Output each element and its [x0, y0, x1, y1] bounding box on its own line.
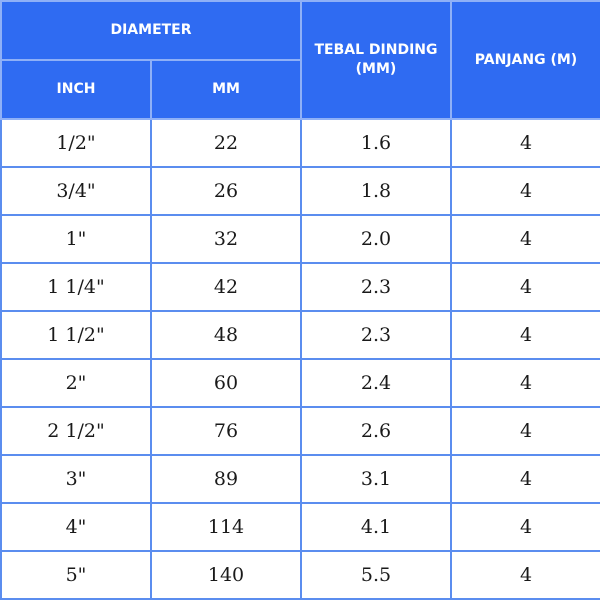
table-row — [1, 311, 600, 359]
table-body — [1, 119, 600, 599]
cell-length: 4 — [451, 359, 600, 407]
cell-inch: 5" — [1, 551, 151, 599]
cell-mm: 42 — [151, 263, 301, 311]
cell-thickness: 2.3 — [301, 263, 451, 311]
cell-thickness: 2.3 — [301, 311, 451, 359]
cell-inch: 1 1/2" — [1, 311, 151, 359]
cell-thickness: 2.4 — [301, 359, 451, 407]
cell-mm: 114 — [151, 503, 301, 551]
table-row — [1, 503, 600, 551]
cell-mm: 26 — [151, 167, 301, 215]
table-row — [1, 455, 600, 503]
cell-thickness: 2.0 — [301, 215, 451, 263]
cell-mm: 76 — [151, 407, 301, 455]
cell-mm: 22 — [151, 119, 301, 167]
cell-length: 4 — [451, 119, 600, 167]
cell-thickness: 5.5 — [301, 551, 451, 599]
cell-length: 4 — [451, 503, 600, 551]
header-inch: INCH — [1, 60, 151, 119]
cell-thickness: 4.1 — [301, 503, 451, 551]
header-wall-thickness: TEBAL DINDING (MM) — [301, 1, 451, 119]
cell-length: 4 — [451, 551, 600, 599]
cell-mm: 60 — [151, 359, 301, 407]
cell-length: 4 — [451, 167, 600, 215]
table-row — [1, 167, 600, 215]
cell-mm: 48 — [151, 311, 301, 359]
cell-inch: 1" — [1, 215, 151, 263]
table-header — [1, 1, 600, 119]
cell-inch: 1/2" — [1, 119, 151, 167]
table-row — [1, 119, 600, 167]
cell-inch: 2 1/2" — [1, 407, 151, 455]
cell-mm: 140 — [151, 551, 301, 599]
header-length: PANJANG (M) — [451, 1, 600, 119]
cell-length: 4 — [451, 407, 600, 455]
header-diameter: DIAMETER — [1, 1, 301, 60]
cell-length: 4 — [451, 311, 600, 359]
cell-inch: 4" — [1, 503, 151, 551]
cell-length: 4 — [451, 215, 600, 263]
cell-inch: 1 1/4" — [1, 263, 151, 311]
cell-thickness: 1.6 — [301, 119, 451, 167]
table-row — [1, 215, 600, 263]
table-row — [1, 263, 600, 311]
table-row — [1, 359, 600, 407]
cell-inch: 2" — [1, 359, 151, 407]
cell-mm: 89 — [151, 455, 301, 503]
cell-thickness: 2.6 — [301, 407, 451, 455]
cell-mm: 32 — [151, 215, 301, 263]
table-row — [1, 407, 600, 455]
cell-length: 4 — [451, 455, 600, 503]
cell-length: 4 — [451, 263, 600, 311]
cell-inch: 3/4" — [1, 167, 151, 215]
cell-thickness: 1.8 — [301, 167, 451, 215]
header-mm: MM — [151, 60, 301, 119]
table-row — [1, 551, 600, 599]
cell-thickness: 3.1 — [301, 455, 451, 503]
cell-inch: 3" — [1, 455, 151, 503]
